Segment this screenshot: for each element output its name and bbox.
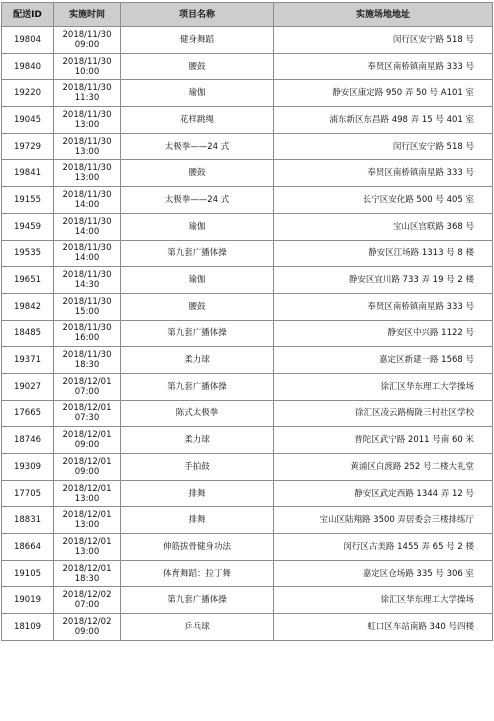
cell-hour: 14:30 — [74, 280, 100, 291]
cell-id: 19309 — [2, 454, 54, 481]
cell-id: 19840 — [2, 53, 54, 80]
cell-hour: 09:00 — [74, 39, 100, 50]
cell-address: 奉贤区南桥镇南星路 333 号 — [274, 293, 493, 320]
cell-time — [54, 373, 121, 400]
cell-project: 手拍鼓 — [121, 454, 274, 481]
cell-time — [54, 80, 121, 107]
cell-time — [54, 187, 121, 214]
cell-address: 虹口区车站南路 340 号四楼 — [274, 614, 493, 641]
cell-id: 19459 — [2, 213, 54, 240]
table-row — [2, 53, 493, 80]
cell-date: 2018/12/01 — [62, 403, 112, 414]
table-row — [2, 427, 493, 454]
table-row — [2, 27, 493, 54]
cell-address: 闵行区古美路 1455 弄 65 号 2 楼 — [274, 534, 493, 561]
table-row — [2, 587, 493, 614]
cell-id: 19729 — [2, 133, 54, 160]
cell-address: 徐汇区华东理工大学操场 — [274, 587, 493, 614]
cell-hour: 11:30 — [74, 93, 100, 104]
cell-hour: 09:00 — [74, 626, 100, 637]
table-body — [2, 27, 493, 641]
cell-id: 19841 — [2, 160, 54, 187]
cell-project: 腰鼓 — [121, 293, 274, 320]
cell-time — [54, 534, 121, 561]
cell-date: 2018/12/01 — [62, 536, 112, 547]
cell-time — [54, 480, 121, 507]
cell-date: 2018/12/01 — [62, 563, 112, 574]
cell-hour: 18:30 — [74, 360, 100, 371]
cell-time — [54, 560, 121, 587]
cell-date: 2018/11/30 — [62, 109, 112, 120]
cell-time — [54, 400, 121, 427]
cell-hour: 13:00 — [74, 546, 100, 557]
cell-id: 19842 — [2, 293, 54, 320]
cell-time — [54, 213, 121, 240]
table-row — [2, 293, 493, 320]
cell-id: 18485 — [2, 320, 54, 347]
cell-hour: 07:00 — [74, 600, 100, 611]
header-row — [2, 3, 493, 27]
cell-id: 19105 — [2, 560, 54, 587]
cell-address: 黄浦区白渡路 252 号二楼大礼堂 — [274, 454, 493, 481]
cell-date: 2018/11/30 — [62, 243, 112, 254]
cell-address: 嘉定区仓场路 335 号 306 室 — [274, 560, 493, 587]
cell-address: 静安区江场路 1313 号 8 楼 — [274, 240, 493, 267]
cell-date: 2018/11/30 — [62, 323, 112, 334]
cell-address: 奉贤区南桥镇南星路 333 号 — [274, 160, 493, 187]
cell-address: 奉贤区南桥镇南星路 333 号 — [274, 53, 493, 80]
cell-hour: 13:00 — [74, 146, 100, 157]
cell-project: 排舞 — [121, 507, 274, 534]
cell-hour: 18:30 — [74, 573, 100, 584]
table-row — [2, 160, 493, 187]
cell-address: 浦东新区东昌路 498 弄 15 号 401 室 — [274, 107, 493, 134]
cell-time — [54, 347, 121, 374]
cell-address: 宝山区陆翔路 3500 弄居委会三楼排练厅 — [274, 507, 493, 534]
cell-date: 2018/12/01 — [62, 456, 112, 467]
table-row — [2, 80, 493, 107]
cell-date: 2018/11/30 — [62, 83, 112, 94]
cell-hour: 07:30 — [74, 413, 100, 424]
cell-id: 19804 — [2, 27, 54, 54]
cell-hour: 14:00 — [74, 253, 100, 264]
cell-hour: 10:00 — [74, 66, 100, 77]
cell-time — [54, 320, 121, 347]
cell-project: 花样跳绳 — [121, 107, 274, 134]
cell-hour: 07:00 — [74, 386, 100, 397]
cell-time — [54, 614, 121, 641]
cell-project: 第九套广播体操 — [121, 320, 274, 347]
cell-date: 2018/12/01 — [62, 483, 112, 494]
cell-hour: 13:00 — [74, 520, 100, 531]
table-row — [2, 133, 493, 160]
cell-address: 静安区中兴路 1122 号 — [274, 320, 493, 347]
cell-address: 静安区康定路 950 弄 50 号 A101 室 — [274, 80, 493, 107]
cell-project: 柔力球 — [121, 427, 274, 454]
cell-id: 19220 — [2, 80, 54, 107]
cell-id: 19019 — [2, 587, 54, 614]
cell-time — [54, 427, 121, 454]
cell-project: 瑜伽 — [121, 80, 274, 107]
cell-address: 静安区宜川路 733 弄 19 号 2 楼 — [274, 267, 493, 294]
cell-id: 18664 — [2, 534, 54, 561]
cell-id: 18746 — [2, 427, 54, 454]
table-row — [2, 534, 493, 561]
table-row — [2, 107, 493, 134]
cell-address: 宝山区宫联路 368 号 — [274, 213, 493, 240]
cell-id: 19371 — [2, 347, 54, 374]
table-row — [2, 187, 493, 214]
cell-time — [54, 507, 121, 534]
cell-time — [54, 454, 121, 481]
table-row — [2, 560, 493, 587]
cell-id: 17665 — [2, 400, 54, 427]
cell-date: 2018/11/30 — [62, 189, 112, 200]
cell-project: 瑜伽 — [121, 213, 274, 240]
cell-time — [54, 133, 121, 160]
table-row — [2, 373, 493, 400]
header-address: 实施场地地址 — [274, 3, 493, 27]
cell-time — [54, 587, 121, 614]
cell-date: 2018/12/02 — [62, 616, 112, 627]
schedule-table — [1, 2, 493, 641]
cell-hour: 14:00 — [74, 226, 100, 237]
cell-project: 体育舞蹈：拉丁舞 — [121, 560, 274, 587]
cell-date: 2018/11/30 — [62, 216, 112, 227]
cell-address: 长宁区安化路 500 号 405 室 — [274, 187, 493, 214]
cell-hour: 09:00 — [74, 440, 100, 451]
cell-date: 2018/11/30 — [62, 163, 112, 174]
cell-date: 2018/12/01 — [62, 376, 112, 387]
cell-id: 17705 — [2, 480, 54, 507]
cell-time — [54, 53, 121, 80]
cell-project: 陈式太极拳 — [121, 400, 274, 427]
cell-id: 19045 — [2, 107, 54, 134]
cell-id: 18831 — [2, 507, 54, 534]
table-row — [2, 614, 493, 641]
header-time: 实施时间 — [54, 3, 121, 27]
table-row — [2, 267, 493, 294]
cell-time — [54, 240, 121, 267]
cell-time — [54, 27, 121, 54]
cell-address: 普陀区武宁路 2011 号南 60 米 — [274, 427, 493, 454]
cell-time — [54, 267, 121, 294]
cell-date: 2018/11/30 — [62, 350, 112, 361]
cell-date: 2018/11/30 — [62, 296, 112, 307]
cell-project: 腰鼓 — [121, 53, 274, 80]
cell-project: 瑜伽 — [121, 267, 274, 294]
cell-address: 徐汇区凌云路梅陇三村社区学校 — [274, 400, 493, 427]
cell-time — [54, 160, 121, 187]
cell-date: 2018/11/30 — [62, 270, 112, 281]
cell-address: 嘉定区新建一路 1568 号 — [274, 347, 493, 374]
cell-time — [54, 293, 121, 320]
cell-date: 2018/12/02 — [62, 590, 112, 601]
cell-hour: 14:00 — [74, 199, 100, 210]
table-row — [2, 454, 493, 481]
cell-hour: 13:00 — [74, 493, 100, 504]
cell-date: 2018/12/01 — [62, 510, 112, 521]
cell-date: 2018/11/30 — [62, 136, 112, 147]
cell-project: 乒乓球 — [121, 614, 274, 641]
cell-project: 第九套广播体操 — [121, 240, 274, 267]
cell-project: 第九套广播体操 — [121, 373, 274, 400]
cell-project: 伸筋拔骨健身功法 — [121, 534, 274, 561]
cell-hour: 13:00 — [74, 173, 100, 184]
cell-address: 闵行区安宁路 518 号 — [274, 27, 493, 54]
cell-project: 第九套广播体操 — [121, 587, 274, 614]
cell-project: 健身舞蹈 — [121, 27, 274, 54]
cell-id: 18109 — [2, 614, 54, 641]
cell-project: 太极拳——24 式 — [121, 187, 274, 214]
cell-date: 2018/12/01 — [62, 430, 112, 441]
table-row — [2, 507, 493, 534]
cell-project: 太极拳——24 式 — [121, 133, 274, 160]
cell-hour: 13:00 — [74, 119, 100, 130]
cell-address: 徐汇区华东理工大学操场 — [274, 373, 493, 400]
cell-id: 19155 — [2, 187, 54, 214]
cell-address: 闵行区安宁路 518 号 — [274, 133, 493, 160]
cell-project: 柔力球 — [121, 347, 274, 374]
table-row — [2, 240, 493, 267]
cell-id: 19651 — [2, 267, 54, 294]
table-row — [2, 480, 493, 507]
cell-hour: 16:00 — [74, 333, 100, 344]
cell-date: 2018/11/30 — [62, 56, 112, 67]
header-project: 项目名称 — [121, 3, 274, 27]
header-id: 配送ID — [2, 3, 54, 27]
cell-id: 19535 — [2, 240, 54, 267]
cell-id: 19027 — [2, 373, 54, 400]
cell-hour: 09:00 — [74, 466, 100, 477]
cell-time — [54, 107, 121, 134]
table-row — [2, 320, 493, 347]
cell-project: 腰鼓 — [121, 160, 274, 187]
table-row — [2, 213, 493, 240]
table-row — [2, 400, 493, 427]
cell-address: 静安区武定西路 1344 弄 12 号 — [274, 480, 493, 507]
table-row — [2, 347, 493, 374]
cell-date: 2018/11/30 — [62, 29, 112, 40]
cell-hour: 15:00 — [74, 306, 100, 317]
cell-project: 排舞 — [121, 480, 274, 507]
